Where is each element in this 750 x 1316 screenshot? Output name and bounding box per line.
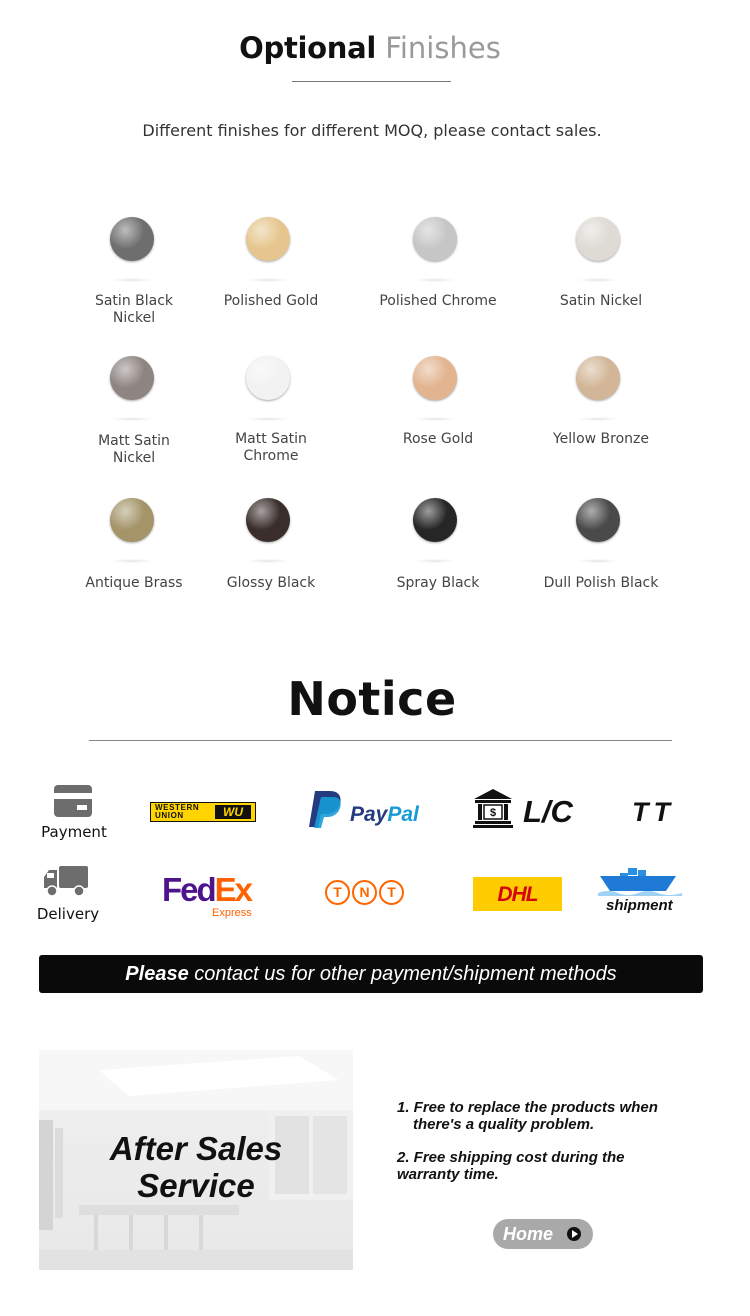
policy-point-2-line1: 2. Free shipping cost during the [397, 1149, 625, 1166]
finish-label-line2: Nickel [112, 310, 156, 326]
swatch-shadow [112, 559, 152, 563]
tt-label: TT [632, 797, 675, 827]
finish-label-line1: Polished Chrome [379, 293, 497, 309]
finish-label-line1: Matt Satin [98, 433, 170, 449]
fedex-express-text: Express [212, 907, 252, 919]
fedex-logo [162, 872, 251, 908]
finish-label-line1: Satin Black [94, 293, 174, 309]
tnt-letter-1: T [325, 880, 350, 905]
finish-label [363, 575, 513, 592]
finish-label-line2: Nickel [112, 450, 156, 466]
fedex-part2: Ex [214, 871, 252, 908]
notice-divider [89, 740, 672, 741]
finish-label [196, 293, 346, 310]
finish-label [59, 575, 209, 592]
wu-mark: WU [215, 805, 251, 819]
after-sales-image [39, 1050, 353, 1270]
finish-label [59, 293, 209, 327]
ship-icon [598, 866, 682, 900]
paypal-part1: Pay [350, 803, 388, 826]
finish-label [526, 575, 676, 592]
wu-top-text: WESTERN [155, 803, 200, 812]
finish-label [363, 431, 513, 448]
bank-icon [472, 787, 514, 833]
finish-swatch [413, 217, 457, 261]
payment-label: Payment [41, 823, 107, 841]
swatch-shadow [578, 559, 618, 563]
finish-label [526, 293, 676, 310]
finish-label [363, 293, 513, 310]
finishes-title [0, 28, 740, 68]
swatch-shadow [578, 417, 618, 421]
card-icon [53, 784, 93, 822]
finish-label-line1: Dull Polish Black [543, 575, 659, 591]
finish-swatch [576, 217, 620, 261]
title-divider [292, 81, 451, 82]
contact-banner [39, 955, 703, 993]
home-button-label: Home [503, 1224, 554, 1244]
dhl-text: DHL [497, 883, 538, 906]
finish-label-line1: Satin Nickel [559, 293, 643, 309]
fedex-part1: Fed [162, 871, 215, 908]
swatch-shadow [248, 417, 288, 421]
finish-label-line1: Yellow Bronze [552, 431, 649, 447]
after-sales-title-2: Service [137, 1167, 255, 1204]
finish-label [526, 431, 676, 448]
tnt-letter-2: N [352, 880, 377, 905]
swatch-shadow [248, 559, 288, 563]
finish-swatch [246, 217, 290, 261]
play-arrow-icon [567, 1227, 581, 1241]
swatch-shadow [415, 559, 455, 563]
finish-swatch [413, 498, 457, 542]
tnt-letter-3: T [379, 880, 404, 905]
shipment-label: shipment [606, 897, 673, 914]
finish-label-line1: Polished Gold [223, 293, 319, 309]
finish-label [196, 575, 346, 592]
truck-icon [43, 865, 89, 901]
lc-label: L/C [523, 794, 573, 829]
finish-label-line1: Rose Gold [402, 431, 474, 447]
dhl-logo [473, 877, 562, 911]
swatch-shadow [112, 278, 152, 282]
finish-swatch [576, 356, 620, 400]
finish-swatch [110, 217, 154, 261]
wu-bottom-text: UNION [155, 811, 184, 820]
finish-label [59, 433, 209, 467]
finish-label-line1: Glossy Black [226, 575, 316, 591]
finish-swatch [576, 498, 620, 542]
policy-point-2 [397, 1149, 717, 1183]
policy-point-1 [397, 1099, 717, 1133]
finishes-title-bold: Optional [239, 31, 377, 65]
finishes-subtitle: Different finishes for different MOQ, please contact sales. [142, 121, 602, 140]
swatch-shadow [415, 278, 455, 282]
swatch-shadow [415, 417, 455, 421]
paypal-icon [305, 789, 347, 833]
swatch-shadow [112, 417, 152, 421]
notice-title: Notice [287, 672, 457, 726]
policy-point-2-line2: warranty time. [397, 1166, 499, 1183]
after-sales-title-1: After Sales [109, 1130, 283, 1167]
finish-swatch [246, 498, 290, 542]
swatch-shadow [578, 278, 618, 282]
finish-swatch [413, 356, 457, 400]
finish-swatch [246, 356, 290, 400]
paypal-part2: Pal [387, 803, 419, 826]
finish-label-line1: Spray Black [396, 575, 480, 591]
finish-label-line1: Matt Satin [235, 431, 307, 447]
contact-text: contact us for other payment/shipment methods [188, 963, 617, 985]
finish-label-line1: Antique Brass [85, 575, 183, 591]
delivery-label: Delivery [36, 905, 100, 923]
policy-point-1-line1: 1. Free to replace the products when [397, 1099, 658, 1116]
finish-label-line2: Chrome [243, 448, 299, 464]
western-union-logo [150, 802, 256, 822]
home-button[interactable] [493, 1219, 593, 1249]
svg-text:$: $ [489, 807, 497, 819]
finishes-title-light: Finishes [385, 31, 501, 65]
finish-swatch [110, 498, 154, 542]
contact-bold: Please [125, 963, 189, 985]
policy-point-1-line2: there's a quality problem. [413, 1116, 595, 1133]
finish-swatch [110, 356, 154, 400]
paypal-logo [350, 803, 419, 827]
swatch-shadow [248, 278, 288, 282]
finish-label [196, 431, 346, 465]
